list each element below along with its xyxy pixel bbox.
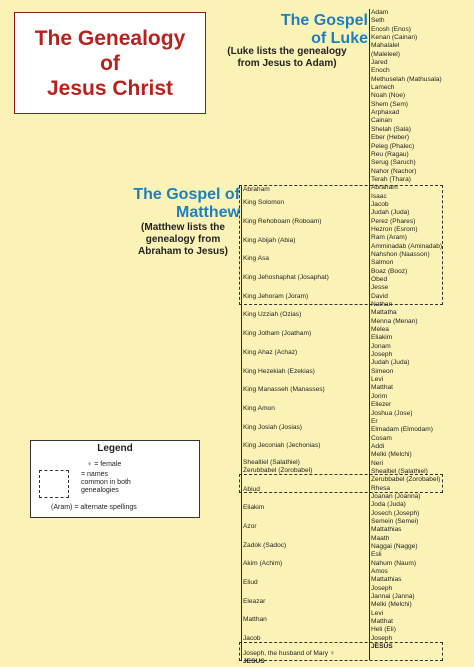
name-entry: King Jehoshaphat (Josaphat): [243, 274, 329, 282]
name-entry: King Jehoram (Joram): [243, 292, 309, 300]
name-entry: Nahum (Naum): [371, 559, 417, 567]
name-entry: Terah (Thara): [371, 175, 411, 183]
name-entry: Mahalalel: [371, 42, 400, 50]
name-entry: David: [371, 292, 388, 300]
main-title-line1: The Genealogy: [34, 26, 186, 50]
name-entry: Jonam: [371, 342, 391, 350]
name-entry: Peleg (Phalec): [371, 142, 415, 150]
name-entry: Hezron (Esrom): [371, 225, 418, 233]
name-entry: Mattatha: [371, 309, 397, 317]
name-entry: JESUS: [371, 643, 393, 651]
name-entry: Joseph: [371, 584, 393, 592]
name-entry: Semein (Semei): [371, 517, 419, 525]
name-entry: Addi: [371, 442, 385, 450]
name-entry: Zerubbabel (Zorobabel): [243, 467, 313, 475]
name-entry: Jared: [371, 59, 388, 67]
name-entry: Seth: [371, 17, 385, 25]
luke-subtitle-line1: (Luke lists the genealogy: [227, 46, 347, 57]
name-entry: Heli (Eli): [371, 626, 396, 634]
name-entry: Methuselah (Mathusala): [371, 75, 442, 83]
name-entry: Salmon: [371, 259, 394, 267]
name-entry: Perez (Phares): [371, 217, 416, 225]
name-entry: Arphaxad: [371, 109, 400, 117]
legend-names-line3: genealogies: [81, 487, 119, 494]
name-entry: Eliakim: [371, 334, 393, 342]
name-entry: JESUS: [243, 658, 265, 666]
legend-common-names: [81, 471, 151, 495]
name-entry: Joanan (Joanna): [371, 492, 421, 500]
name-entry: Levi: [371, 609, 384, 617]
name-entry: King Asa: [243, 255, 270, 263]
matthew-subtitle-line3: Abraham to Jesus): [137, 246, 229, 257]
name-entry: Joseph: [371, 634, 393, 642]
luke-name-list: [371, 9, 442, 651]
name-entry: Amminadab (Aminadab): [371, 242, 443, 250]
name-entry: Elmadam (Elmodam): [371, 426, 433, 434]
legend-names-line1: = names: [81, 471, 109, 478]
name-entry: Naggai (Nagge): [371, 543, 418, 550]
common-names-box-abraham-david: [239, 185, 443, 305]
matthew-heading-line1: The Gospel of: [133, 186, 240, 203]
name-entry: Boaz (Booz): [371, 267, 408, 275]
matthew-group-late: [243, 481, 361, 649]
name-entry: Shealtiel (Salathiel): [243, 458, 300, 466]
name-entry: King Manasseh (Manasses): [243, 386, 325, 394]
name-entry: Abraham: [243, 186, 270, 193]
name-entry: Mattathias: [371, 526, 402, 534]
name-entry: Nahor (Nachor): [371, 167, 417, 175]
matthew-heading: [120, 186, 240, 222]
name-entry: Eliud: [243, 579, 258, 587]
name-entry: Melki (Melchi): [371, 451, 412, 459]
luke-connector-line: [369, 9, 370, 660]
name-entry: Enoch: [371, 67, 390, 75]
name-entry: Nathan: [371, 301, 393, 309]
name-entry: Matthan: [243, 616, 267, 624]
name-entry: (Maleleel): [371, 50, 400, 58]
name-entry: Matthat: [371, 384, 393, 392]
name-entry: Eber (Heber): [371, 134, 410, 142]
luke-heading-line2: of Luke: [311, 30, 368, 47]
name-entry: Amos: [371, 568, 388, 576]
name-entry: King Abijah (Abia): [243, 236, 296, 244]
name-entry: Er: [371, 417, 378, 425]
name-entry: Obed: [371, 276, 388, 283]
name-entry: Shealtiel (Salathiel): [371, 467, 428, 475]
name-entry: Adam: [371, 9, 389, 16]
main-title-line2: of: [100, 51, 120, 75]
name-entry: Eliakim: [243, 504, 265, 512]
name-entry: King Josiah (Josias): [243, 423, 303, 431]
name-entry: Nahshon (Naasson): [371, 250, 430, 258]
name-entry: Shem (Sem): [371, 100, 409, 108]
legend-dashed-box-sample: [39, 470, 69, 498]
matthew-subtitle: [126, 222, 240, 258]
luke-subtitle: [205, 46, 369, 70]
name-entry: King Ahaz (Achaz): [243, 348, 298, 356]
luke-subtitle-line2: from Jesus to Adam): [237, 58, 337, 69]
common-names-box-joseph-jesus: [239, 642, 443, 661]
name-entry: Jesse: [371, 284, 389, 292]
name-entry: Cainan: [371, 117, 392, 125]
name-entry: King Jeconiah (Jechonias): [243, 442, 321, 450]
legend-names-line2: common in both: [81, 479, 131, 486]
common-names-box-shealtiel-zerubbabel: [239, 474, 443, 493]
luke-heading: [272, 12, 368, 48]
name-entry: Jannai (Janna): [371, 593, 415, 601]
legend-female: ♀ = female: [87, 461, 122, 468]
name-entry: King Amon: [243, 404, 275, 412]
name-entry: Akim (Achim): [243, 560, 283, 568]
name-entry: Menna (Menan): [371, 317, 418, 325]
name-entry: Joda (Juda): [371, 501, 406, 509]
legend-box: [30, 440, 200, 518]
name-entry: King Uzziah (Ozias): [243, 311, 302, 319]
name-entry: Zerubbabel (Zorobabel): [371, 476, 441, 484]
name-entry: Esli: [371, 551, 382, 559]
name-entry: Isaac: [371, 192, 387, 200]
name-entry: King Jotham (Joatham): [243, 330, 312, 338]
name-entry: Joseph: [371, 351, 393, 359]
name-entry: Abiud: [243, 485, 260, 493]
name-entry: Matthat: [371, 618, 393, 626]
name-entry: Shelah (Sala): [371, 125, 411, 133]
name-entry: Jacob: [243, 635, 261, 643]
name-entry: Noah (Noe): [371, 92, 406, 100]
name-entry: Kenan (Cainan): [371, 34, 418, 42]
name-entry: Jorim: [371, 392, 388, 400]
name-entry: Reu (Ragau): [371, 150, 409, 158]
name-entry: Jacob: [371, 200, 389, 208]
name-entry: Simeon: [371, 367, 394, 375]
name-entry: Joshua (Jose): [371, 409, 413, 417]
matthew-heading-line2: Matthew: [176, 204, 240, 221]
matthew-subtitle-line2: genealogy from: [145, 234, 221, 245]
name-entry: Lamech: [371, 84, 395, 92]
name-entry: Melea: [371, 326, 389, 334]
name-entry: Cosam: [371, 434, 392, 442]
name-entry: Azor: [243, 523, 257, 531]
name-entry: Eleazar: [243, 597, 266, 605]
name-entry: Neri: [371, 459, 384, 467]
name-entry: Judah (Juda): [371, 209, 410, 217]
legend-alternate-spellings: (Aram) = alternate spellings: [51, 504, 137, 511]
name-entry: Abraham: [371, 184, 398, 192]
name-entry: Levi: [371, 376, 384, 384]
name-entry: Mattathias: [371, 576, 402, 584]
luke-heading-line1: The Gospel: [280, 12, 368, 29]
main-title-box: [14, 12, 206, 114]
name-entry: Ram (Aram): [371, 234, 407, 242]
name-entry: King Hezekiah (Ezekias): [243, 367, 315, 375]
name-entry: Josech (Joseph): [371, 509, 420, 517]
main-title-line3: Jesus Christ: [46, 76, 174, 100]
name-entry: Maath: [371, 534, 390, 542]
legend-title: Legend: [97, 443, 133, 454]
name-entry: Judah (Juda): [371, 359, 410, 367]
name-entry: Zadok (Sadoc): [243, 541, 287, 549]
name-entry: King Rehoboam (Roboam): [243, 218, 322, 226]
name-entry: Joseph, the husband of Mary ♀: [243, 649, 335, 657]
name-entry: Rhesa: [371, 484, 391, 492]
name-entry: Enosh (Enos): [371, 25, 411, 33]
name-entry: King Solomon: [243, 199, 285, 207]
matthew-subtitle-line1: (Matthew lists the: [141, 222, 225, 233]
name-entry: Melki (Melchi): [371, 601, 412, 609]
name-entry: Serug (Saruch): [371, 159, 416, 167]
name-entry: Eliezer: [371, 401, 392, 409]
